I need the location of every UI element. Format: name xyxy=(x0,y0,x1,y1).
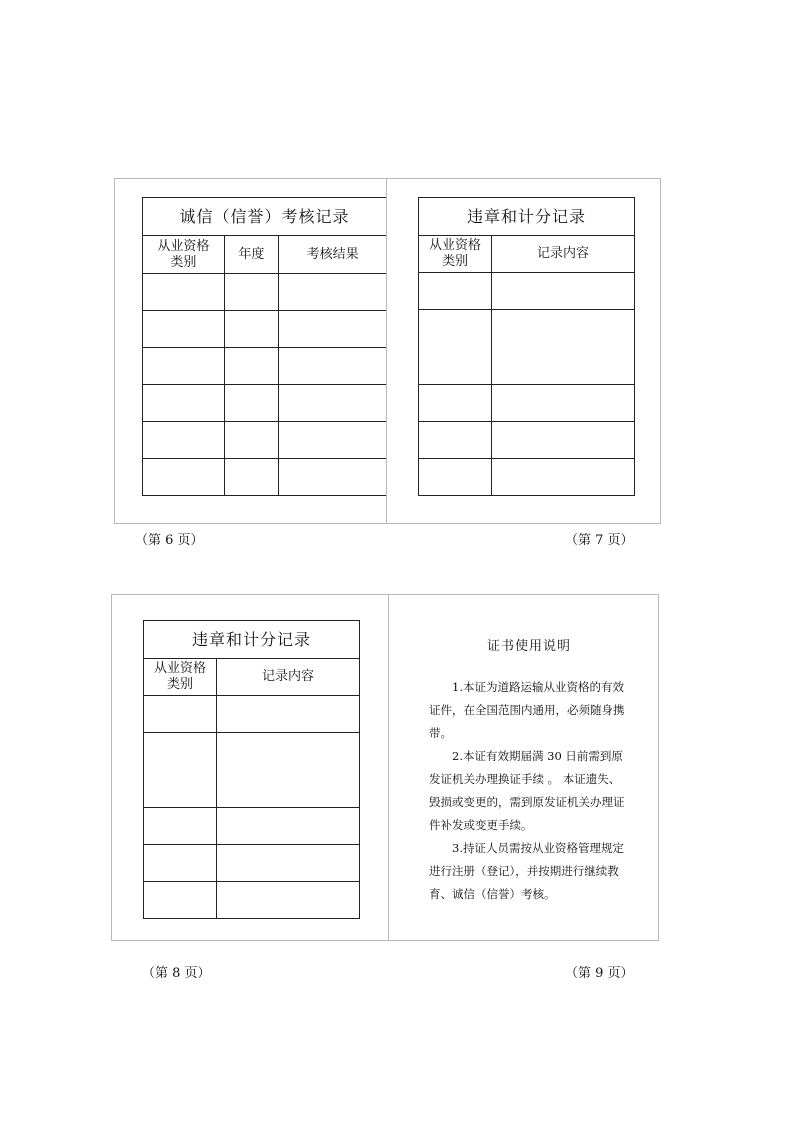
table-row xyxy=(143,348,387,385)
page-6-caption: （第 6 页） xyxy=(135,533,204,548)
table-row xyxy=(419,310,635,385)
table-cell xyxy=(224,311,278,348)
table-cell xyxy=(143,422,225,459)
instructions-heading: 证书使用说明 xyxy=(486,639,571,654)
table-cell xyxy=(144,696,217,733)
table-cell xyxy=(279,274,387,311)
table-cell xyxy=(143,348,225,385)
page-9-panel xyxy=(388,594,659,941)
table-cell xyxy=(224,422,278,459)
instruction-paragraph: 3.持证人员需按从业资格管理规定进行注册（登记），并按期进行继续教育、诚信（信誉）考核。 xyxy=(429,841,624,901)
page-7-panel xyxy=(386,178,661,524)
table-title: 诚信（信誉）考核记录 xyxy=(143,198,387,236)
column-header-year: 年度 xyxy=(224,236,278,274)
column-header-content: 记录内容 xyxy=(492,236,635,273)
table-row xyxy=(419,459,635,496)
table-cell xyxy=(279,459,387,496)
table-cell xyxy=(419,310,492,385)
table-row xyxy=(144,882,360,919)
table-row xyxy=(144,733,360,808)
table-cell xyxy=(279,385,387,422)
table-cell xyxy=(419,273,492,310)
table-row xyxy=(143,459,387,496)
violation-points-table xyxy=(143,620,360,919)
table-row xyxy=(419,422,635,459)
table-cell xyxy=(217,733,360,808)
table-cell xyxy=(224,459,278,496)
table-cell xyxy=(492,310,635,385)
instruction-paragraph: 2.本证有效期届满 30 日前需到原发证机关办理换证手续 。 本证遗失、毁损或变更的，需到原发证机关办理证件补发或变更手续。 xyxy=(429,749,625,832)
violation-points-table xyxy=(418,197,635,496)
page-8-caption: （第 8 页） xyxy=(142,966,211,981)
table-cell xyxy=(143,459,225,496)
table-cell xyxy=(224,385,278,422)
table-cell xyxy=(224,348,278,385)
table-cell xyxy=(279,311,387,348)
instruction-paragraph: 1.本证为道路运输从业资格的有效证件，在全国范围内通用，必须随身携带。 xyxy=(429,680,625,740)
table-cell xyxy=(144,808,217,845)
table-cell xyxy=(492,422,635,459)
table-cell xyxy=(217,808,360,845)
table-cell xyxy=(279,348,387,385)
table-cell xyxy=(279,422,387,459)
table-row xyxy=(419,385,635,422)
table-row xyxy=(143,422,387,459)
table-cell xyxy=(143,274,225,311)
column-header-category: 从业资格 类别 xyxy=(144,659,217,696)
table-cell xyxy=(217,696,360,733)
integrity-assessment-table xyxy=(142,197,387,496)
column-header-content: 记录内容 xyxy=(217,659,360,696)
table-cell xyxy=(492,385,635,422)
table-cell xyxy=(144,733,217,808)
table-title: 违章和计分记录 xyxy=(419,198,635,236)
page-8-panel xyxy=(111,594,389,941)
table-cell xyxy=(224,274,278,311)
table-row xyxy=(419,273,635,310)
table-cell xyxy=(217,845,360,882)
table-row xyxy=(144,845,360,882)
table-row xyxy=(143,274,387,311)
table-cell xyxy=(419,459,492,496)
usage-instructions xyxy=(429,635,629,906)
page-7-caption: （第 7 页） xyxy=(565,533,634,548)
table-cell xyxy=(143,311,225,348)
column-header-result: 考核结果 xyxy=(279,236,387,274)
table-cell xyxy=(144,882,217,919)
table-row xyxy=(144,808,360,845)
page-6-panel xyxy=(114,178,387,524)
table-row xyxy=(143,311,387,348)
column-header-category: 从业资格 类别 xyxy=(419,236,492,273)
table-cell xyxy=(419,385,492,422)
table-row xyxy=(143,385,387,422)
table-cell xyxy=(144,845,217,882)
table-cell xyxy=(419,422,492,459)
table-row xyxy=(144,696,360,733)
table-cell xyxy=(492,273,635,310)
table-title: 违章和计分记录 xyxy=(144,621,360,659)
table-cell xyxy=(217,882,360,919)
page-9-caption: （第 9 页） xyxy=(565,966,634,981)
column-header-category: 从业资格 类别 xyxy=(143,236,225,274)
table-cell xyxy=(492,459,635,496)
table-cell xyxy=(143,385,225,422)
